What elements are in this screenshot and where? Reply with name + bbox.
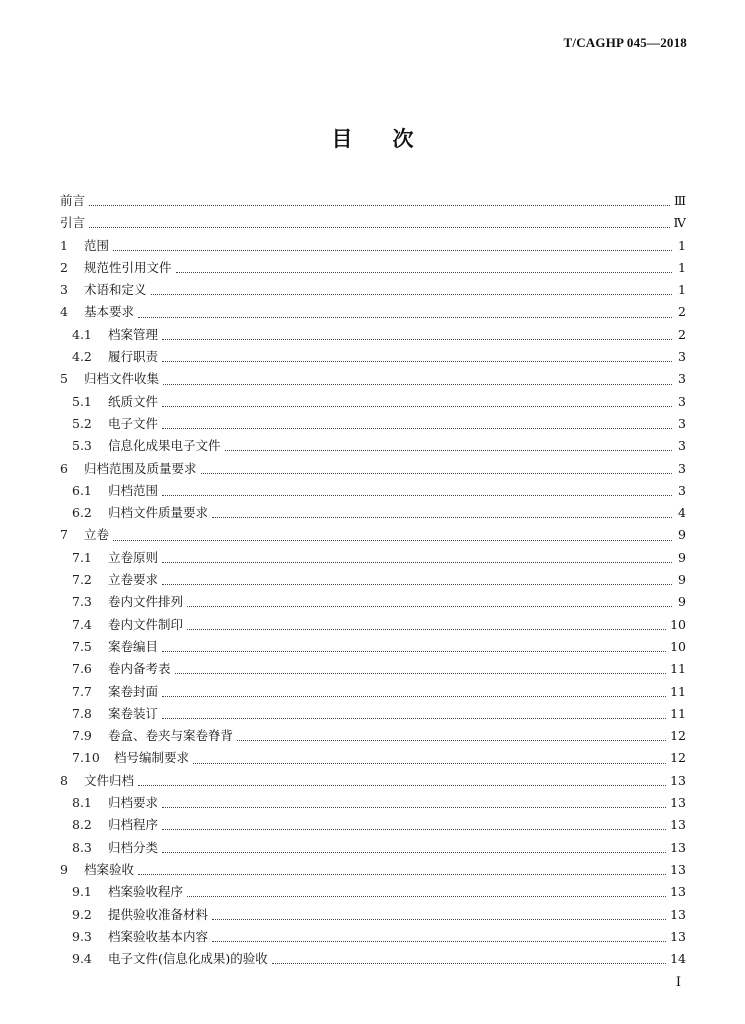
toc-entry-label: 卷内备考表 — [108, 661, 171, 677]
toc-entry-page: 1 — [678, 237, 686, 253]
toc-entry-page: Ⅲ — [673, 193, 686, 208]
toc-entry-label: 归档要求 — [108, 795, 159, 811]
toc-entry-number: 5.1 — [72, 393, 92, 409]
toc-entry-page: Ⅳ — [673, 215, 686, 231]
toc-entry-number: 5.3 — [72, 438, 92, 454]
toc-entry[interactable] — [60, 703, 686, 725]
toc-leader-dots — [193, 762, 666, 764]
toc-leader-dots — [162, 360, 672, 362]
toc-entry-page: 13 — [670, 772, 686, 788]
toc-entry[interactable] — [60, 235, 686, 257]
toc-entry-label: 案卷编目 — [108, 638, 159, 654]
toc-entry-label: 立卷 — [84, 527, 110, 543]
toc-entry[interactable] — [60, 524, 686, 546]
toc-entry-number: 4 — [60, 304, 68, 320]
toc-entry-page: 13 — [670, 817, 686, 833]
toc-entry-label: 引言 — [60, 215, 86, 231]
toc-leader-dots — [225, 449, 672, 451]
toc-entry-page: 13 — [670, 839, 686, 855]
toc-leader-dots — [151, 293, 672, 295]
toc-entry[interactable] — [60, 346, 686, 368]
toc-entry-number: 7.4 — [72, 616, 92, 632]
toc-entry-page: 9 — [678, 572, 686, 588]
toc-entry-page: 1 — [678, 282, 686, 298]
toc-entry[interactable] — [60, 413, 686, 435]
toc-entry-page: 3 — [678, 371, 686, 387]
toc-entry-page: 3 — [678, 460, 686, 476]
toc-entry[interactable] — [60, 948, 686, 970]
toc-entry-number: 7.8 — [72, 705, 92, 721]
toc-entry[interactable] — [60, 435, 686, 457]
toc-entry-page: 2 — [678, 326, 686, 342]
toc-entry-page: 10 — [670, 616, 686, 632]
toc-entry-number: 7.10 — [72, 750, 100, 766]
toc-entry-number: 4.1 — [72, 326, 92, 342]
toc-leader-dots — [163, 383, 672, 385]
toc-entry-label: 档案验收 — [84, 861, 135, 877]
toc-entry-label: 归档分类 — [108, 839, 159, 855]
toc-entry-label: 卷盒、卷夹与案卷脊背 — [108, 728, 234, 744]
toc-leader-dots — [187, 628, 666, 630]
toc-entry[interactable] — [60, 904, 686, 926]
toc-entry-number: 7.7 — [72, 683, 92, 699]
toc-leader-dots — [138, 784, 666, 786]
toc-entry-page: 11 — [670, 683, 686, 699]
toc-entry[interactable] — [60, 837, 686, 859]
toc-leader-dots — [162, 695, 666, 697]
toc-entry-number: 7 — [60, 527, 68, 543]
toc-entry-number: 7.3 — [72, 594, 92, 610]
toc-entry[interactable] — [60, 926, 686, 948]
toc-entry[interactable] — [60, 368, 686, 390]
toc-leader-dots — [162, 338, 672, 340]
toc-entry[interactable] — [60, 279, 686, 301]
toc-entry[interactable] — [60, 770, 686, 792]
document-code: T/CAGHP 045—2018 — [563, 35, 687, 50]
toc-entry-number: 7.1 — [72, 549, 92, 565]
toc-entry-number: 1 — [60, 237, 68, 253]
toc-leader-dots — [162, 828, 666, 830]
toc-leader-dots — [237, 739, 666, 741]
toc-entry-label: 卷内文件排列 — [108, 594, 184, 610]
toc-entry[interactable] — [60, 458, 686, 480]
toc-entry-page: 13 — [670, 795, 686, 811]
toc-entry-number: 7.2 — [72, 572, 92, 588]
toc-entry[interactable] — [60, 212, 686, 234]
toc-entry[interactable] — [60, 681, 686, 703]
toc-entry-number: 6.1 — [72, 482, 92, 498]
toc-leader-dots — [113, 249, 672, 251]
toc-leader-dots — [162, 405, 672, 407]
toc-entry-page: 1 — [678, 259, 686, 275]
toc-entry-number: 7.6 — [72, 661, 92, 677]
toc-entry[interactable] — [60, 324, 686, 346]
toc-entry[interactable] — [60, 636, 686, 658]
toc-entry-page: 3 — [678, 349, 686, 365]
toc-entry[interactable] — [60, 480, 686, 502]
toc-entry-page: 3 — [678, 393, 686, 409]
toc-entry-number: 2 — [60, 259, 68, 275]
toc-entry[interactable] — [60, 725, 686, 747]
toc-entry-label: 电子文件(信息化成果)的验收 — [108, 951, 268, 967]
toc-entry-page: 9 — [678, 549, 686, 565]
toc-entry-label: 范围 — [84, 237, 110, 253]
toc-leader-dots — [212, 918, 666, 920]
toc-entry-label: 提供验收准备材料 — [108, 906, 209, 922]
toc-leader-dots — [138, 316, 672, 318]
toc-entry-label: 档案验收程序 — [108, 884, 184, 900]
toc-entry[interactable] — [60, 301, 686, 323]
toc-entry-number: 8.1 — [72, 795, 92, 811]
toc-entry-number: 5 — [60, 371, 68, 387]
toc-entry-label: 立卷要求 — [108, 572, 159, 588]
toc-leader-dots — [162, 806, 666, 808]
toc-entry-label: 文件归档 — [84, 772, 135, 788]
toc-entry-label: 基本要求 — [84, 304, 135, 320]
toc-entry-label: 履行职责 — [108, 349, 159, 365]
toc-leader-dots — [272, 962, 666, 964]
toc-entry[interactable] — [60, 569, 686, 591]
toc-leader-dots — [162, 427, 672, 429]
toc-entry-label: 电子文件 — [108, 415, 159, 431]
toc-entry[interactable] — [60, 658, 686, 680]
toc-entry[interactable] — [60, 391, 686, 413]
toc-entry[interactable] — [60, 614, 686, 636]
toc-entry[interactable] — [60, 859, 686, 881]
toc-leader-dots — [176, 271, 672, 273]
toc-leader-dots — [175, 672, 667, 674]
toc-entry[interactable] — [60, 881, 686, 903]
toc-entry-page: 3 — [678, 482, 686, 498]
toc-leader-dots — [162, 851, 666, 853]
toc-entry[interactable] — [60, 792, 686, 814]
toc-entry-label: 归档程序 — [108, 817, 159, 833]
toc-entry-number: 4.2 — [72, 349, 92, 365]
toc-entry-label: 案卷装订 — [108, 705, 159, 721]
toc-entry-page: 3 — [678, 438, 686, 454]
toc-entry-page: 3 — [678, 415, 686, 431]
toc-leader-dots — [138, 873, 666, 875]
toc-entry-label: 信息化成果电子文件 — [108, 438, 221, 454]
page-title: 目次 — [331, 126, 454, 151]
toc-entry-number: 9.1 — [72, 884, 92, 900]
toc-entry[interactable] — [60, 814, 686, 836]
toc-entry-page: 10 — [670, 638, 686, 654]
toc-entry-page: 13 — [670, 861, 686, 877]
toc-entry-label: 档案验收基本内容 — [108, 928, 209, 944]
toc-leader-dots — [187, 895, 666, 897]
toc-leader-dots — [89, 204, 670, 206]
toc-entry-number: 7.5 — [72, 638, 92, 654]
toc-entry-page: 11 — [670, 705, 686, 721]
toc-leader-dots — [162, 717, 666, 719]
toc-leader-dots — [201, 472, 672, 474]
toc-leader-dots — [162, 494, 672, 496]
page-number: I — [675, 975, 681, 990]
toc-entry-label: 卷内文件制印 — [108, 616, 184, 632]
toc-entry-page: 13 — [670, 884, 686, 900]
toc-entry-number: 3 — [60, 282, 68, 298]
toc-entry-label: 归档文件质量要求 — [108, 505, 209, 521]
toc-entry-number: 5.2 — [72, 415, 92, 431]
toc-entry-page: 13 — [670, 906, 686, 922]
toc-entry-number: 9 — [60, 861, 68, 877]
toc-entry-label: 归档文件收集 — [84, 371, 160, 387]
toc-entry-label: 立卷原则 — [108, 549, 159, 565]
toc-leader-dots — [113, 539, 672, 541]
toc-entry-label: 档案管理 — [108, 326, 159, 342]
toc-entry-number: 9.3 — [72, 928, 92, 944]
toc-leader-dots — [187, 605, 672, 607]
toc-entry-page: 14 — [670, 951, 686, 967]
toc-entry-label: 归档范围 — [108, 482, 159, 498]
toc-entry-number: 8.3 — [72, 839, 92, 855]
toc-entry[interactable] — [60, 591, 686, 613]
toc-entry[interactable] — [60, 257, 686, 279]
toc-entry-number: 9.2 — [72, 906, 92, 922]
toc-leader-dots — [212, 940, 666, 942]
toc-leader-dots — [162, 583, 672, 585]
toc-entry[interactable] — [60, 502, 686, 524]
toc-entry-page: 9 — [678, 594, 686, 610]
toc-entry-page: 12 — [670, 728, 686, 744]
toc-entry[interactable] — [60, 547, 686, 569]
toc-entry-page: 13 — [670, 928, 686, 944]
toc-entry-number: 9.4 — [72, 951, 92, 967]
toc-entry-label: 规范性引用文件 — [84, 259, 172, 275]
toc-entry-number: 8.2 — [72, 817, 92, 833]
toc-leader-dots — [162, 650, 666, 652]
toc-entry-page: 9 — [678, 527, 686, 543]
toc-entry-number: 6.2 — [72, 505, 92, 521]
toc-entry-page: 11 — [670, 661, 686, 677]
toc-leader-dots — [162, 561, 672, 563]
toc-entry-label: 前言 — [60, 193, 86, 208]
toc-leader-dots — [212, 516, 672, 518]
toc-leader-dots — [89, 226, 669, 228]
toc-entry-number: 8 — [60, 772, 68, 788]
toc-entry-number: 6 — [60, 460, 68, 476]
toc-entry-page: 12 — [670, 750, 686, 766]
toc-entry-label: 归档范围及质量要求 — [84, 460, 197, 476]
toc-entry-number: 7.9 — [72, 728, 92, 744]
toc-entry[interactable] — [60, 190, 686, 212]
toc-entry-label: 纸质文件 — [108, 393, 159, 409]
toc-entry-page: 4 — [678, 505, 686, 521]
toc-entry[interactable] — [60, 747, 686, 769]
toc-entry-label: 术语和定义 — [84, 282, 147, 298]
toc-entry-page: 2 — [678, 304, 686, 320]
table-of-contents — [60, 190, 686, 970]
toc-entry-label: 档号编制要求 — [114, 750, 190, 766]
toc-entry-label: 案卷封面 — [108, 683, 159, 699]
